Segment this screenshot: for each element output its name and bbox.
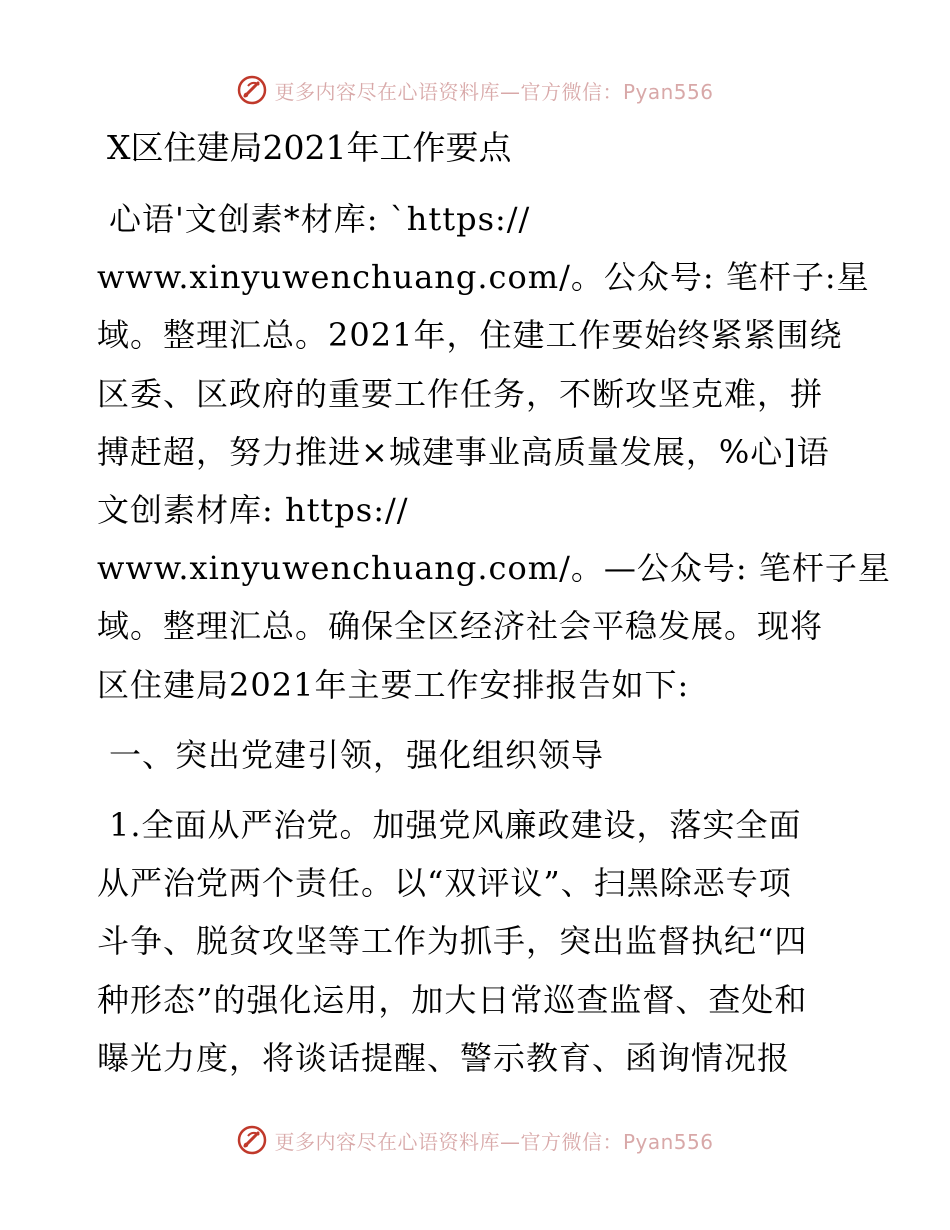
brand-logo-icon bbox=[236, 74, 268, 106]
banner-text: 更多内容尽在心语资料库—官方微信：Pyan556 bbox=[274, 1129, 714, 1154]
intro-paragraph bbox=[97, 190, 891, 714]
text-line: 种形态”的强化运用，加大日常巡查监督、查处和 bbox=[97, 980, 808, 1019]
section-heading-text: 一、突出党建引领，强化组织领导 bbox=[109, 735, 605, 774]
text-line: 搏赶超，努力推进×城建事业高质量发展，%心]语 bbox=[97, 432, 830, 471]
text-line: www.xinyuwenchuang.com/。—公众号: 笔杆子星 bbox=[97, 549, 891, 588]
header-banner bbox=[0, 70, 950, 110]
document-title: X区住建局2021年工作要点 bbox=[107, 128, 512, 167]
text-line: 从严治党两个责任。以“双评议”、扫黑除恶专项 bbox=[97, 864, 792, 903]
text-line: 斗争、脱贫攻坚等工作为抓手，突出监督执纪“四 bbox=[97, 922, 808, 961]
footer-banner bbox=[0, 1120, 950, 1160]
text-line: 域。整理汇总。确保全区经济社会平稳发展。现将 bbox=[97, 607, 824, 646]
text-line: 域。整理汇总。2021年，住建工作要始终紧紧围绕 bbox=[97, 316, 843, 355]
text-line: 心语'文创素*材库: `https:// bbox=[109, 200, 531, 238]
text-line: www.xinyuwenchuang.com/。公众号: 笔杆子:星 bbox=[97, 258, 870, 297]
text-line: 区委、区政府的重要工作任务，不断攻坚克难，拼 bbox=[97, 374, 824, 413]
section-heading bbox=[97, 726, 857, 784]
text-line: 区住建局2021年主要工作安排报告如下: bbox=[97, 665, 690, 704]
banner-text: 更多内容尽在心语资料库—官方微信：Pyan556 bbox=[274, 79, 714, 104]
text-line: 曝光力度，将谈话提醒、警示教育、函询情况报 bbox=[97, 1038, 791, 1077]
document-body bbox=[97, 122, 891, 1087]
item-paragraph bbox=[97, 796, 857, 1087]
brand-logo-icon bbox=[236, 1124, 268, 1156]
text-line: 文创素材库: https:// bbox=[97, 491, 409, 530]
text-line: 1.全面从严治党。加强党风廉政建设，落实全面 bbox=[109, 806, 802, 845]
